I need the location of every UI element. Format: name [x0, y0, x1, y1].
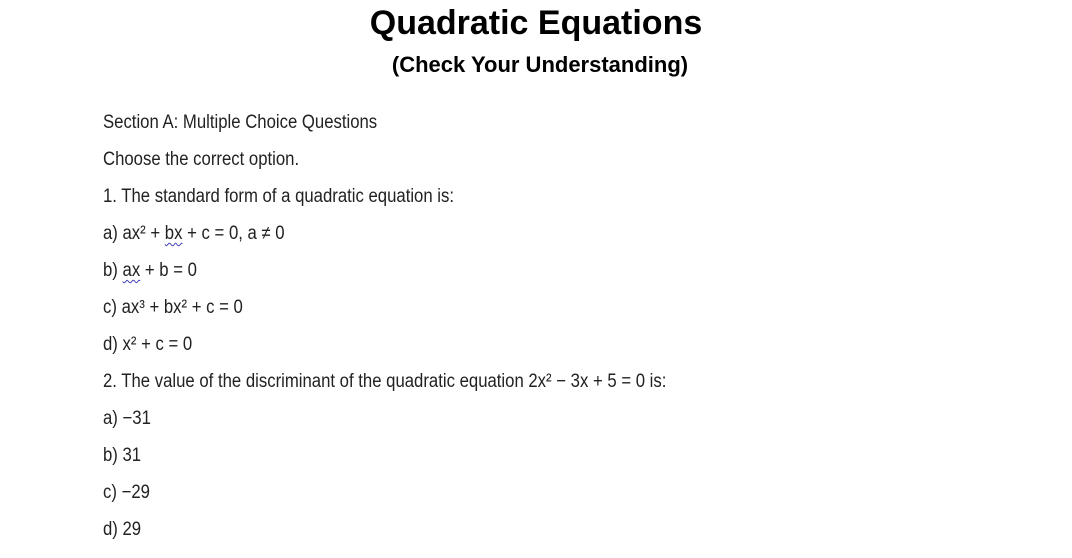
question-2-text: 2. The value of the discriminant of the quadratic equation 2x² − 3x + 5 = 0 is:	[103, 371, 667, 392]
page-subtitle: (Check Your Understanding)	[391, 52, 689, 77]
spellcheck-flagged-word: ax	[122, 260, 141, 281]
spellcheck-flagged-word: bx	[164, 223, 183, 244]
question-2-option-d: d) 29	[103, 519, 142, 540]
question-1-text: 1. The standard form of a quadratic equation is:	[103, 186, 455, 207]
option-a-text-start: a) ax² +	[103, 223, 165, 244]
question-2-option-b: b) 31	[103, 445, 142, 466]
option-b-text-start: b)	[103, 260, 123, 281]
question-content	[103, 108, 895, 552]
page-title: Quadratic Equations	[369, 4, 703, 42]
question-1-option-c: c) ax³ + bx² + c = 0	[103, 297, 243, 318]
option-a-text-end: + c = 0, a ≠ 0	[182, 223, 285, 244]
question-1-option-b	[103, 256, 895, 293]
section-heading: Section A: Multiple Choice Questions	[103, 112, 378, 133]
question-2-option-a: a) −31	[103, 408, 151, 429]
question-2-option-c: c) −29	[103, 482, 150, 503]
question-1-option-d: d) x² + c = 0	[103, 334, 193, 355]
instruction-text: Choose the correct option.	[103, 149, 300, 170]
question-1-option-a	[103, 219, 895, 256]
option-b-text-end: + b = 0	[140, 260, 197, 281]
